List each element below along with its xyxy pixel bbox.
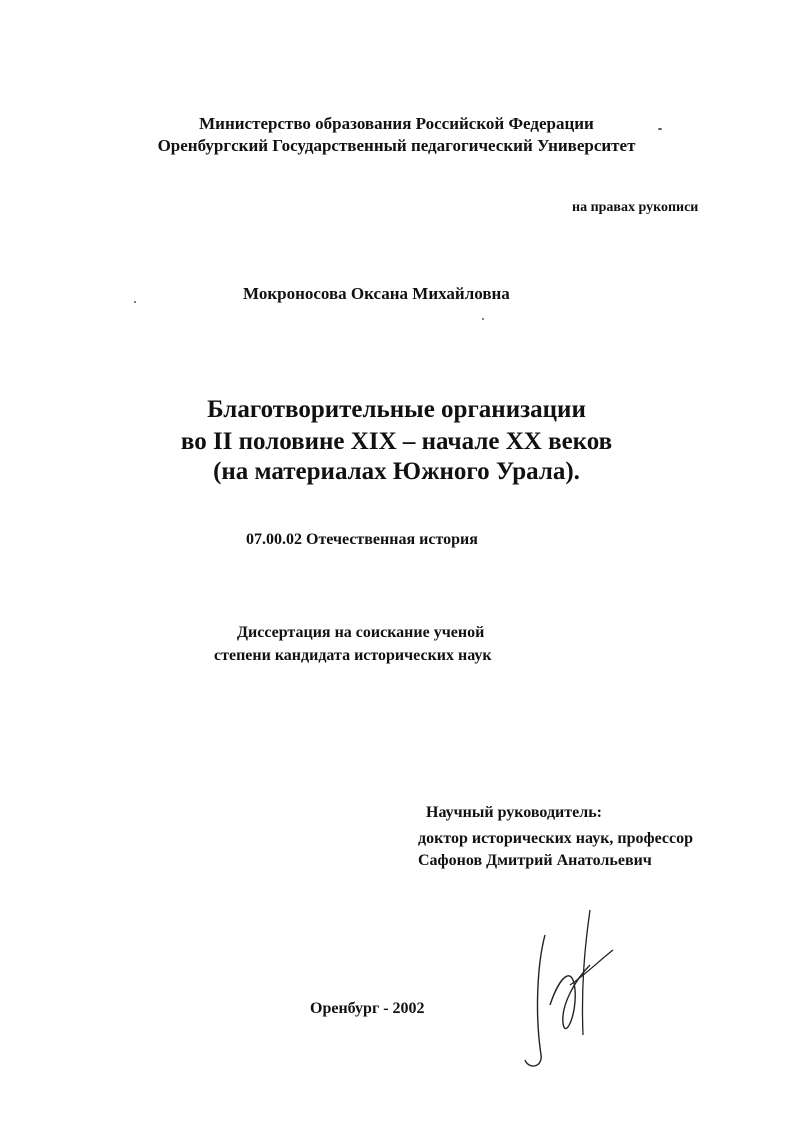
- dissertation-line-1: Диссертация на соискание ученой: [237, 624, 485, 641]
- supervisor-name: Сафонов Дмитрий Анатольевич: [418, 852, 652, 869]
- signature-stroke: [525, 935, 545, 1066]
- scan-speck: [134, 301, 136, 303]
- specialty: 07.00.02 Отечественная история: [246, 531, 478, 548]
- ministry-line: Министерство образования Российской Федерации: [199, 114, 594, 133]
- scan-speck: [482, 318, 484, 320]
- scan-speck: [658, 128, 662, 130]
- title-line-2: во II половине XIX – начале XX веков: [180, 428, 613, 455]
- university-line: Оренбургский Государственный педагогический Университет: [157, 136, 636, 155]
- supervisor-degree: доктор исторических наук, профессор: [418, 830, 694, 847]
- dissertation-line-2: степени кандидата исторических наук: [214, 647, 492, 664]
- title-line-3: (на материалах Южного Урала).: [213, 458, 580, 485]
- signature-stroke: [570, 950, 613, 985]
- signature: [515, 905, 625, 1075]
- title-line-1: Благотворительные организации: [207, 396, 586, 423]
- author-name: Мокроносова Оксана Михайловна: [243, 284, 510, 303]
- city-year: Оренбург - 2002: [310, 1000, 425, 1017]
- supervisor-label: Научный руководитель:: [426, 804, 602, 821]
- rights-note: на правах рукописи: [572, 200, 699, 215]
